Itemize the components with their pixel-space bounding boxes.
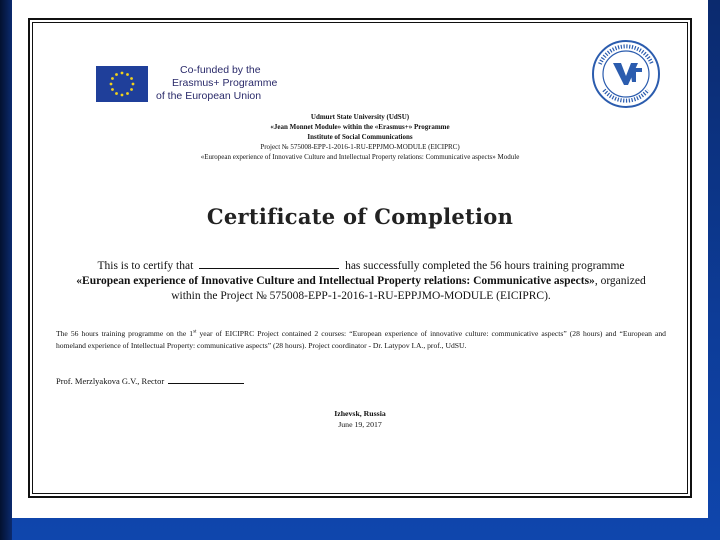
details-part1: The 56 hours training programme on the 1 [56, 329, 194, 338]
certify-line3: within the Project № 575008-EPP-1-2016-1-RU-EPPJMO-MODULE (EICIPRC). [171, 290, 551, 302]
institute-line: Institute of Social Communications [307, 133, 413, 141]
rector-label: Prof. Merzlyakova G.V., Rector [56, 376, 165, 386]
place-and-date [260, 408, 460, 430]
project-line: Project № 575008-EPP-1-2016-1-RU-EPPJMO-MODULE (EICIPRC) [260, 143, 460, 151]
eu-star-icon [130, 77, 133, 80]
eu-star-icon [111, 77, 114, 80]
certificate-header [100, 112, 620, 162]
eu-star-icon [115, 92, 118, 95]
eu-star-icon [121, 94, 124, 97]
eu-star-icon [126, 73, 129, 76]
certify-paragraph [56, 258, 666, 304]
left-edge-shadow [0, 0, 12, 540]
eu-star-icon [121, 72, 124, 75]
eu-star-icon [126, 92, 129, 95]
university-name: Udmurt State University (UdSU) [310, 113, 410, 121]
university-seal-icon [590, 38, 662, 110]
certify-line1-after: has successfully completed the 56 hours training programme [345, 260, 625, 272]
eu-text-line1: Co-funded by the [180, 64, 261, 76]
module-line: «Jean Monnet Module» within the «Erasmus+» Programme [270, 123, 450, 131]
certificate-title: Certificate of Completion [206, 204, 514, 229]
certify-line1-before: This is to certify that [97, 260, 194, 272]
details-sup: st [193, 329, 197, 335]
eu-star-icon [111, 88, 114, 91]
signature-line [168, 374, 244, 384]
eu-text-line2: Erasmus+ Programme [172, 77, 278, 89]
rector-signature [56, 374, 244, 386]
eu-star-icon [130, 88, 133, 91]
date: June 19, 2017 [338, 420, 382, 429]
eu-star-icon [110, 83, 113, 86]
name-blank-line [199, 258, 339, 269]
eu-flag-icon [96, 66, 148, 102]
eu-star-icon [115, 73, 118, 76]
programme-name: «European experience of Innovative Culture and Intellectual Property relations: Communicative aspects» [76, 275, 595, 287]
module-title-line: «European experience of Innovative Culture and Intellectual Property relations: Communicative aspects» Module [200, 153, 520, 161]
details-part2: year of EICIPRC Project contained 2 courses: “European experience of innovative culture: communicative aspects” (28 hours) and “European and homeland experience of Intellectual Property: communicative aspects” (28 hours). Project coordinator - Dr. Latypov I.A., prof., UdSU. [56, 329, 666, 350]
certify-line2-after: , organized [594, 275, 646, 287]
eu-cofunded-text [156, 64, 276, 103]
programme-details [56, 328, 666, 351]
city: Izhevsk, Russia [334, 409, 386, 418]
eu-star-icon [132, 83, 135, 86]
eu-text-line3: of the European Union [156, 90, 262, 102]
